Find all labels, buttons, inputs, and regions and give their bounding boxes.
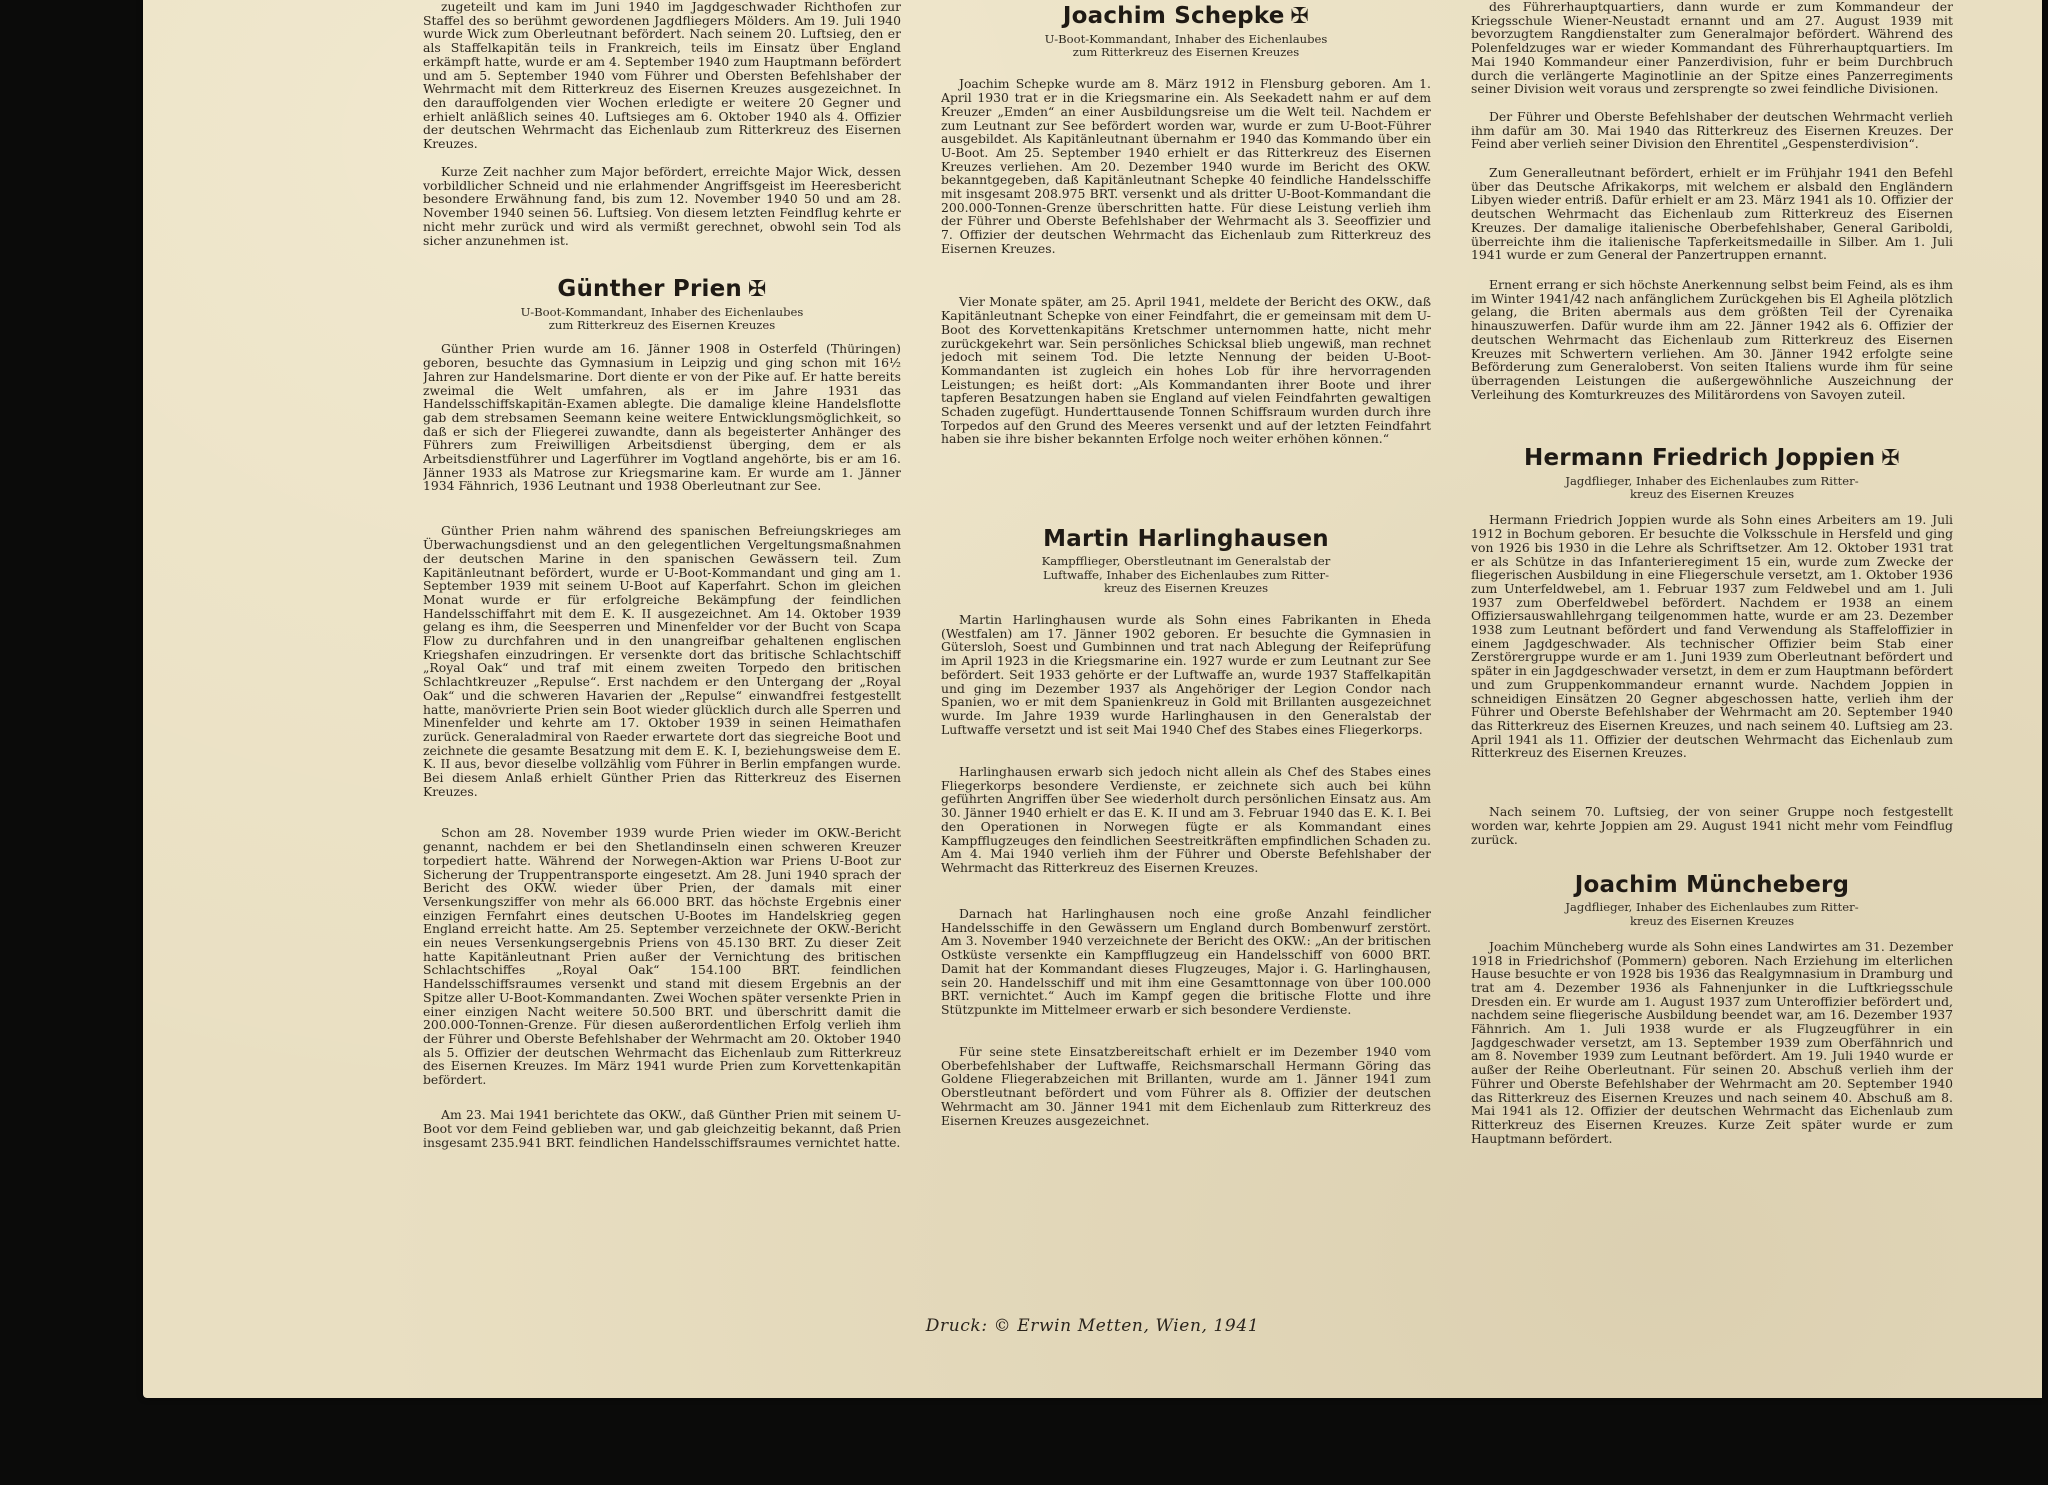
prien-paragraph-2: Günther Prien nahm während des spanischen Befreiungskrieges am Überwachungsdienst und an den gelegentlichen Vergeltungsmaßnahmen der deutschen Marine in den spanischen Gewässern teil. Zum Kapitänleutnant befördert, wurde er U-Boot-Kommandant und ging am 1. September 1939 mit seinem U-Boot auf Kaperfahrt. Schon im gleichen Monat wurde er für erfolgreiche Bekämpfung der feindlichen Handelsschiffahrt mit dem E. K. II ausgezeichnet. Am 14. Oktober 1939 gelang es ihm, die Seesperren und Minenfelder vor der Bucht von Scapa Flow zu durchfahren und in den unangreifbar gehaltenen englischen Kriegshafen einzudringen. Er versenkte dort das britische Schlachtschiff „Royal Oak“ und traf mit einem zweiten Torpedo den britischen Schlachtkreuzer „Repulse“. Erst nachdem er den Untergang der „Royal Oak“ und die schweren Havarien der „Repulse“ einwandfrei festgestellt hatte, manövrierte Prien sein Boot wieder glücklich durch alle Sperren und Minenfelder und kehrte am 17. Oktober 1939 in seinen Heimathafen zurück. Generaladmiral von Raeder erwartete dort das siegreiche Boot und zeichnete die gesamte Besatzung mit dem E. K. I, beziehungsweise dem E. K. II aus, bevor dieselbe vollzählig vom Führer in Berlin empfangen wurde. Bei diesem Anlaß erhielt Günther Prien das Ritterkreuz des Eisernen Kreuzes. — [423, 524, 901, 799]
schepke-heading — [941, 2, 1431, 31]
column-right — [1471, 0, 1953, 1172]
joppien-title: Hermann Friedrich Joppien — [1524, 445, 1876, 471]
joppien-subtitle: Jagdflieger, Inhaber des Eichenlaubes zum Ritter- kreuz des Eisernen Kreuzes — [1565, 474, 1859, 502]
rommel-paragraph-1: des Führerhauptquartiers, dann wurde er zum Kommandeur der Kriegsschule Wiener-Neustadt ernannt und am 27. August 1939 mit bevorzugtem Rangdienstalter zum Generalmajor befördert. Während des Polenfeldzuges war er wieder Kommandant des Führerhauptquartiers. Im Mai 1940 Kommandeur einer Panzerdivision, fuhr er beim Durchbruch durch die verlängerte Maginotlinie an der Spitze eines Panzerregiments seiner Division weit voraus und zersprengte so zwei feindliche Divisionen. — [1471, 0, 1953, 97]
iron-cross-icon: ✠ — [747, 277, 767, 302]
rommel-paragraph-3: Zum Generalleutnant befördert, erhielt er im Frühjahr 1941 den Befehl über das Deutsche Afrikakorps, mit welchem er alsbald den Engländern Libyen wieder entriß. Dafür erhielt er am 23. März 1941 als 10. Offizier der deutschen Wehrmacht das Eichenlaub zum Ritterkreuz des Eisernen Kreuzes. Der damalige italienische Oberbefehlshaber, General Gariboldi, überreichte ihm die italienische Tapferkeitsmedaille in Silber. Am 1. Juli 1941 wurde er zum General der Panzertruppen ernannt. — [1471, 166, 1953, 263]
column-left — [423, 0, 901, 1164]
wick-paragraph-2: Kurze Zeit nachher zum Major befördert, erreichte Major Wick, dessen vorbildlicher Schneid und nie erlahmender Angriffsgeist im Heeresbericht besondere Erwähnung fand, bis zum 12. November 1940 50 und am 28. November 1940 seinen 56. Luftsieg. Von diesem letzten Feindflug kehrte er nicht mehr zurück und wird als vermißt gerechnet, obwohl sein Tod als sicher anzunehmen ist. — [423, 165, 901, 248]
prien-subtitle: U-Boot-Kommandant, Inhaber des Eichenlaubes zum Ritterkreuz des Eisernen Kreuzes — [520, 305, 804, 333]
harlinghausen-title: Martin Harlinghausen — [1043, 526, 1329, 553]
prien-paragraph-3: Schon am 28. November 1939 wurde Prien wieder im OKW.-Bericht genannt, nachdem er bei den Shetlandinseln einen schweren Kreuzer torpediert hatte. Während der Norwegen-Aktion war Priens U-Boot zur Sicherung der Truppentransporte eingesetzt. Am 28. Juni 1940 sprach der Bericht des OKW. wieder über Prien, der damals mit einer Versenkungsziffer von mehr als 66.000 BRT. das höchste Ergebnis einer einzigen Fernfahrt eines deutschen U-Bootes im Handelskrieg gegen England erreicht hatte. Am 25. September verzeichnete der OKW.-Bericht ein neues Versenkungsergebnis Priens von 45.130 BRT. Zu dieser Zeit hatte Kapitänleutnant Prien außer der Vernichtung des britischen Schlachtschiffes „Royal Oak“ 154.100 BRT. feindlichen Handelsschiffsraumes versenkt und stand mit diesem Ergebnis an der Spitze aller U-Boot-Kommandanten. Zwei Wochen später versenkte Prien in einer einzigen Nacht weitere 50.500 BRT. und überschritt damit die 200.000-Tonnen-Grenze. Für diesen außerordentlichen Erfolg verlieh ihm der Führer und Oberste Befehlshaber der Wehrmacht am 20. Oktober 1940 als 5. Offizier der deutschen Wehrmacht das Eichenlaub zum Ritterkreuz des Eisernen Kreuzes. Im März 1941 wurde Prien zum Korvettenkapitän befördert. — [423, 826, 901, 1088]
harlinghausen-subtitle: Kampfflieger, Oberstleutnant im Generalstab der Luftwaffe, Inhaber des Eichenlaubes zum Ritter- kreuz des Eisernen Kreuzes — [1041, 554, 1331, 595]
harlinghausen-heading — [941, 525, 1431, 553]
schepke-subtitle: U-Boot-Kommandant, Inhaber des Eichenlaubes zum Ritterkreuz des Eisernen Kreuzes — [1044, 32, 1328, 60]
prien-paragraph-4: Am 23. Mai 1941 berichtete das OKW., daß Günther Prien mit seinem U-Boot vor dem Feind geblieben war, und gab gleichzeitig bekannt, daß Prien insgesamt 235.941 BRT. feindlichen Handelsschiffsraumes vernichtet hatte. — [423, 1108, 901, 1150]
joppien-paragraph-1: Hermann Friedrich Joppien wurde als Sohn eines Arbeiters am 19. Juli 1912 in Bochum geboren. Er besuchte die Volksschule in Hersfeld und ging von 1926 bis 1930 in die Lehre als Schriftsetzer. Am 12. Oktober 1931 trat er als Schütze in das Infanterieregiment 15 ein, wurde zum Zwecke der fliegerischen Ausbildung in eine Fliegerschule versetzt, am 1. Oktober 1936 zum Unterfeldwebel, am 1. Februar 1937 zum Feldwebel und am 1. Juli 1937 zum Oberfeldwebel befördert. Nachdem er 1938 an einem Offiziersauswahllehrgang teilgenommen hatte, wurde er am 23. Dezember 1938 zum Leutnant befördert und fand Verwendung als Staffeloffizier in einem Jagdgeschwader. Als technischer Offizier beim Stab einer Zerstörergruppe wurde er am 1. Juni 1939 zum Oberleutnant befördert und später in ein Jagdgeschwader versetzt, in dem er zum Hauptmann befördert und zum Gruppenkommandeur ernannt wurde. Nachdem Joppien in schneidigen Einsätzen 20 Gegner abgeschossen hatte, verlieh ihm der Führer und Oberste Befehlshaber der Wehrmacht am 20. September 1940 das Ritterkreuz des Eisernen Kreuzes, und nach seinem 40. Luftsieg am 23. April 1941 als 11. Offizier der deutschen Wehrmacht das Eichenlaub zum Ritterkreuz des Eisernen Kreuzes. — [1471, 513, 1953, 761]
schepke-title: Joachim Schepke — [1062, 3, 1285, 29]
prien-paragraph-1: Günther Prien wurde am 16. Jänner 1908 in Osterfeld (Thüringen) geboren, besuchte das Gymnasium in Leipzig und ging schon mit 16½ Jahren zur Handelsmarine. Dort diente er von der Pike auf. Er hatte bereits zweimal die Welt umfahren, als er im Jahre 1931 das Handelsschiffskapitän-Examen ablegte. Die damalige kleine Handelsflotte gab dem strebsamen Seemann keine weitere Entwicklungsmöglichkeit, so daß er sich der Fliegerei zuwandte, dann als begeisterter Anhänger des Führers zum Freiwilligen Arbeitsdienst überging, dem er als Arbeitsdienstführer und Lagerführer im Vogtland angehörte, bis er am 16. Jänner 1933 als Matrose zur Kriegsmarine kam. Er wurde am 1. Jänner 1934 Fähnrich, 1936 Leutnant und 1938 Oberleutnant zur See. — [423, 342, 901, 494]
iron-cross-icon: ✠ — [1881, 446, 1900, 471]
harlinghausen-paragraph-1: Martin Harlinghausen wurde als Sohn eines Fabrikanten in Eheda (Westfalen) am 17. Jänner 1902 geboren. Er besuchte die Gymnasien in Gütersloh, Soest und Gumbinnen und trat nach Ablegung der Reifeprüfung im April 1923 in die Kriegsmarine ein. 1927 wurde er zum Leutnant zur See befördert. Seit 1933 gehörte er der Luftwaffe an, wurde 1937 Staffelkapitän und ging im Dezember 1937 als Angehöriger der Legion Condor nach Spanien, wo er mit dem Spanienkreuz in Gold mit Brillanten ausgezeichnet wurde. Im Jahre 1939 wurde Harlinghausen in den Generalstab der Luftwaffe versetzt und ist seit Mai 1940 Chef des Stabes eines Fliegerkorps. — [941, 613, 1431, 737]
harlinghausen-paragraph-3: Darnach hat Harlinghausen noch eine große Anzahl feindlicher Handelsschiffe in den Gewässern um England durch Bombenwurf zerstört. Am 3. November 1940 verzeichnete der Bericht des OKW.: „An der britischen Ostküste versenkte ein Kampfflugzeug ein Handelsschiff von 6000 BRT. Damit hat der Kommandant dieses Flugzeuges, Major i. G. Harlinghausen, sein 20. Handelsschiff und mit ihm eine Gesamttonnage von über 100.000 BRT. vernichtet.“ Auch im Kampf gegen die britische Flotte und ihre Stützpunkte im Mittelmeer erwarb er sich besondere Verdienste. — [941, 907, 1431, 1017]
joppien-heading — [1471, 444, 1953, 473]
iron-cross-icon: ✠ — [1290, 4, 1310, 29]
muencheberg-subtitle: Jagdflieger, Inhaber des Eichenlaubes zum Ritter- kreuz des Eisernen Kreuzes — [1565, 900, 1859, 928]
schepke-paragraph-2: Vier Monate später, am 25. April 1941, meldete der Bericht des OKW., daß Kapitänleutnant Schepke von einer Feindfahrt, die er gemeinsam mit dem U-Boot des Korvettenkapitäns Kretschmer unternommen hatte, nicht mehr zurückgekehrt war. Sein persönliches Schicksal blieb ungewiß, man rechnet jedoch mit seinem Tod. Die letzte Nennung der beiden U-Boot-Kommandanten ist zugleich ein hohes Lob für ihre hervorragenden Leistungen; es heißt dort: „Als Kommandanten ihrer Boote und ihrer tapferen Besatzungen haben sie England auf vielen Feindfahrten gewaltigen Schaden zugefügt. Hunderttausende Tonnen Schiffsraum wurden durch ihre Torpedos auf den Grund des Meeres versenkt und auf der letzten Feindfahrt haben sie ihre bisher bekannten Erfolge noch weiter erhöhen können.“ — [941, 295, 1431, 447]
muencheberg-title: Joachim Müncheberg — [1574, 872, 1850, 899]
muencheberg-heading — [1471, 871, 1953, 899]
rommel-paragraph-2: Der Führer und Oberste Befehlshaber der deutschen Wehrmacht verlieh ihm dafür am 30. Mai 1940 das Ritterkreuz des Eisernen Kreuzes. Der Feind aber verlieh seiner Division den Ehrentitel „Gespensterdivision“. — [1471, 110, 1953, 152]
newspaper-page — [143, 0, 2042, 1398]
column-middle — [941, 0, 1431, 1129]
prien-title: Günther Prien — [557, 276, 742, 302]
harlinghausen-paragraph-2: Harlinghausen erwarb sich jedoch nicht allein als Chef des Stabes eines Fliegerkorps besondere Verdienste, er zeichnete sich auch bei kühn geführten Angriffen über See wiederholt durch persönlichen Einsatz aus. Am 30. Jänner 1940 erhielt er das E. K. II und am 3. Februar 1940 das E. K. I. Bei den Operationen in Norwegen fügte er als Kommandant eines Kampfflugzeuges den feindlichen Seestreitkräften empfindlichen Schaden zu. Am 4. Mai 1940 verlieh ihm der Führer und Oberste Befehlshaber der Wehrmacht das Ritterkreuz des Eisernen Kreuzes. — [941, 765, 1431, 875]
printer-imprint: Druck: © Erwin Metten, Wien, 1941 — [925, 1316, 1260, 1336]
prien-heading — [423, 275, 901, 304]
schepke-paragraph-1: Joachim Schepke wurde am 8. März 1912 in Flensburg geboren. Am 1. April 1930 trat er in die Kriegsmarine ein. Als Seekadett nahm er auf dem Kreuzer „Emden“ an einer Ausbildungsreise um die Welt teil. Nachdem er zum Leutnant zur See befördert worden war, wurde er zum U-Boot-Führer ausgebildet. Als Kapitänleutnant übernahm er 1940 das Kommando über ein U-Boot. Am 25. September 1940 erhielt er das Ritterkreuz des Eisernen Kreuzes verliehen. Am 20. Dezember 1940 wurde im Bericht des OKW. bekanntgegeben, daß Kapitänleutnant Schepke 40 feindliche Handelsschiffe mit insgesamt 208.975 BRT. versenkt und als dritter U-Boot-Kommandant die 200.000-Tonnen-Grenze überschritten hatte. Für diese Leistung verlieh ihm der Führer und Oberste Befehlshaber der Wehrmacht als 3. Seeoffizier und 7. Offizier der deutschen Wehrmacht das Eichenlaub zum Ritterkreuz des Eisernen Kreuzes. — [941, 77, 1431, 256]
wick-paragraph-1: zugeteilt und kam im Juni 1940 im Jagdgeschwader Richthofen zur Staffel des so berühmt gewordenen Jagdfliegers Mölders. Am 19. Juli 1940 wurde Wick zum Oberleutnant befördert. Nach seinem 20. Luftsieg, den er als Staffelkapitän teils in Frankreich, teils im Einsatz über England erkämpft hatte, wurde er am 4. September 1940 zum Hauptmann befördert und am 5. September 1940 vom Führer und Obersten Befehlshaber der Wehrmacht mit dem Ritterkreuz des Eisernen Kreuzes ausgezeichnet. In den darauffolgenden vier Wochen erledigte er weitere 20 Gegner und erhielt anläßlich seines 40. Luftsieges am 6. Oktober 1940 als 4. Offizier der deutschen Wehrmacht das Eichenlaub zum Ritterkreuz des Eisernen Kreuzes. — [423, 0, 901, 152]
harlinghausen-paragraph-4: Für seine stete Einsatzbereitschaft erhielt er im Dezember 1940 vom Oberbefehlshaber der Luftwaffe, Reichsmarschall Hermann Göring das Goldene Fliegerabzeichen mit Brillanten, wurde am 1. Jänner 1941 zum Oberstleutnant befördert und vom Führer als 8. Offizier der deutschen Wehrmacht am 30. Jänner 1941 mit dem Eichenlaub zum Ritterkreuz des Eisernen Kreuzes ausgezeichnet. — [941, 1045, 1431, 1128]
rommel-paragraph-4: Ernent errang er sich höchste Anerkennung selbst beim Feind, als es ihm im Winter 1941/42 nach anfänglichem Zurückgehen bis El Agheila plötzlich gelang, die Briten abermals aus dem größten Teil der Cyrenaika hinauszuwerfen. Dafür wurde ihm am 22. Jänner 1942 als 6. Offizier der deutschen Wehrmacht das Eichenlaub zum Ritterkreuz des Eisernen Kreuzes mit Schwertern verliehen. Am 30. Jänner 1942 erfolgte seine Beförderung zum Generaloberst. Von seiten Italiens wurde ihm für seine überragenden Leistungen die außergewöhnliche Auszeichnung der Verleihung des Komturkreuzes des Militärordens von Savoyen zuteil. — [1471, 278, 1953, 402]
muencheberg-paragraph-1: Joachim Müncheberg wurde als Sohn eines Landwirtes am 31. Dezember 1918 in Friedrichshof (Pommern) geboren. Nach Erziehung im elterlichen Hause besuchte er von 1928 bis 1936 das Realgymnasium in Dramburg und trat am 4. Dezember 1936 als Fahnenjunker in die Luftkriegsschule Dresden ein. Er wurde am 1. August 1937 zum Unteroffizier befördert und, nachdem seine fliegerische Ausbildung beendet war, am 16. Dezember 1937 Fähnrich. Am 1. Juli 1938 wurde er als Flugzeugführer in ein Jagdgeschwader versetzt, am 13. September 1939 zum Oberfähnrich und am 8. November 1939 zum Leutnant befördert. Am 19. Juli 1940 wurde er außer der Reihe Oberleutnant. Für seinen 20. Abschuß verlieh ihm der Führer und Oberste Befehlshaber der Wehrmacht am 20. September 1940 das Ritterkreuz des Eisernen Kreuzes und nach seinem 40. Abschuß am 8. Mai 1941 als 12. Offizier der deutschen Wehrmacht das Eichenlaub zum Ritterkreuz des Eisernen Kreuzes. Kurze Zeit später wurde er zum Hauptmann befördert. — [1471, 939, 1953, 1146]
joppien-paragraph-2: Nach seinem 70. Luftsieg, der von seiner Gruppe noch festgestellt worden war, kehrte Joppien am 29. August 1941 nicht mehr vom Feindflug zurück. — [1471, 805, 1953, 847]
